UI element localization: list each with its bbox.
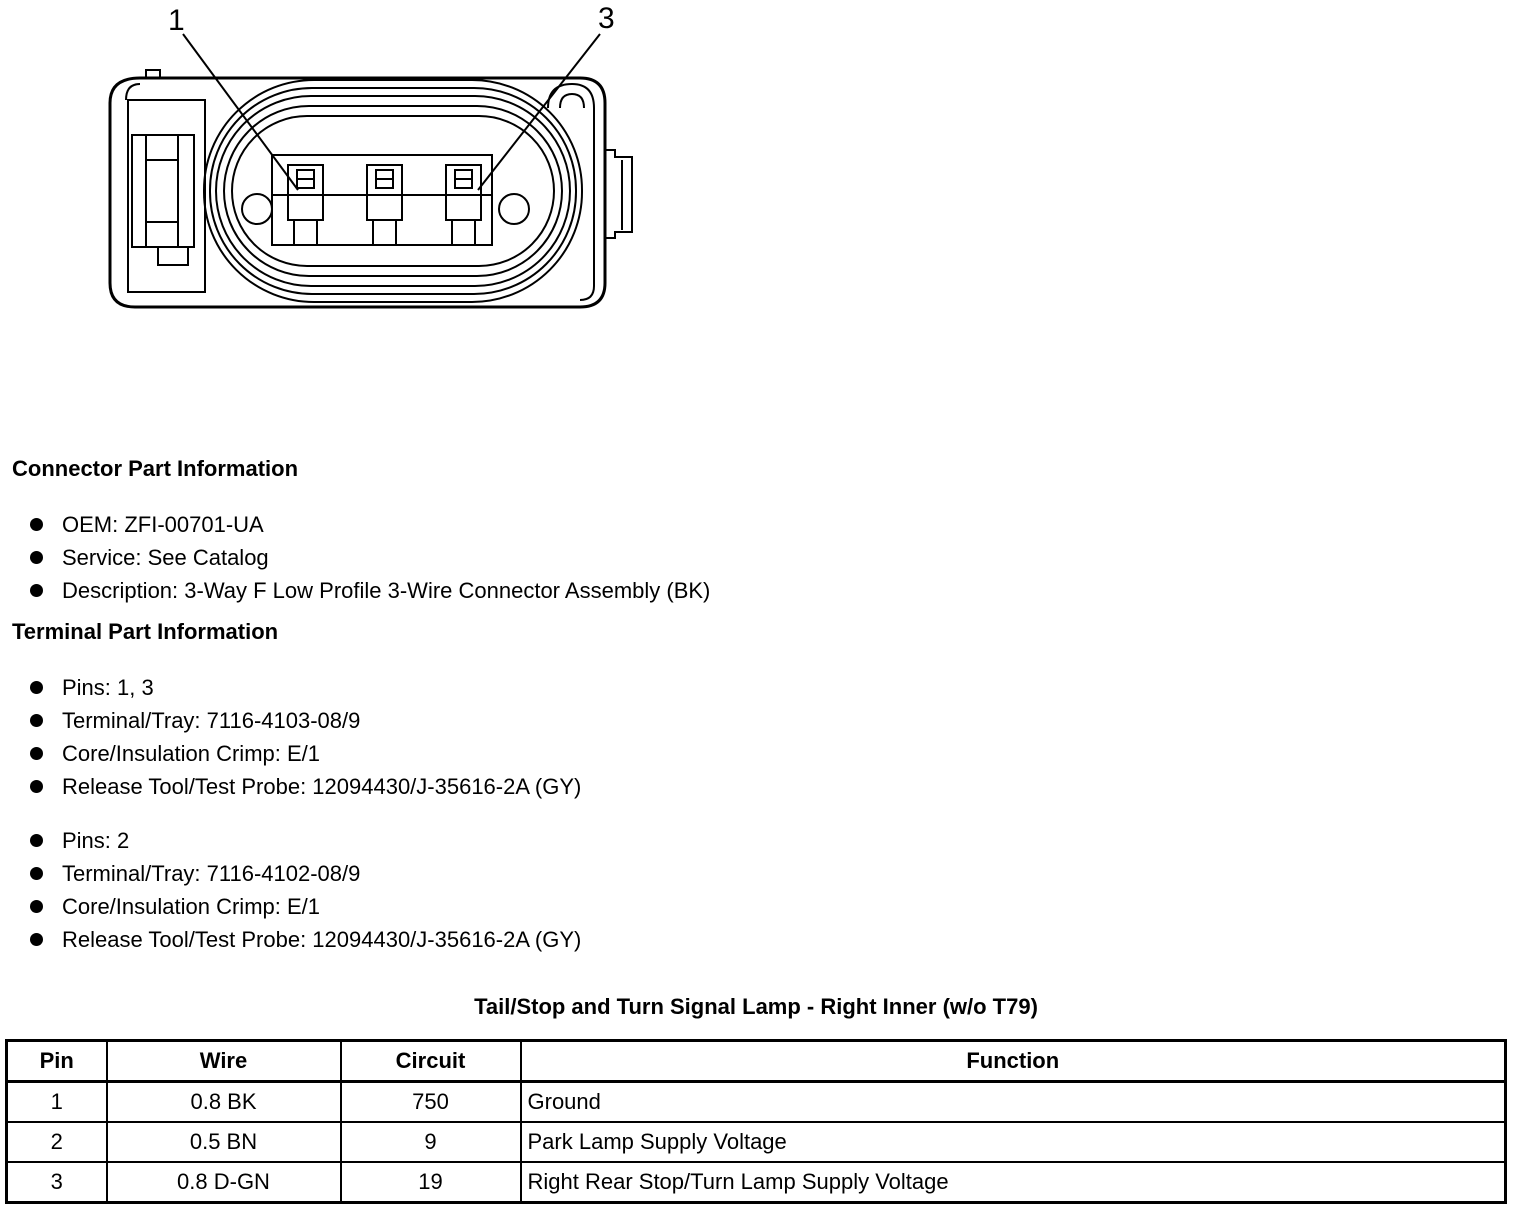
terminal-group-1-list — [28, 671, 581, 803]
list-item: Release Tool/Test Probe: 12094430/J-35616-2A (GY) — [28, 923, 581, 956]
connector-housing — [110, 78, 605, 307]
callout-label-1: 1 — [168, 4, 185, 37]
pinout-table — [5, 1039, 1507, 1204]
cell-wire: 0.8 D-GN — [107, 1162, 341, 1203]
column-header-circuit: Circuit — [341, 1041, 521, 1082]
cell-wire: 0.5 BN — [107, 1122, 341, 1162]
terminal-cavity-2 — [367, 165, 402, 245]
table-title: Tail/Stop and Turn Signal Lamp - Right Inner (w/o T79) — [474, 994, 1038, 1019]
list-item: Core/Insulation Crimp: E/1 — [28, 890, 581, 923]
leader-line-1 — [183, 34, 298, 190]
cell-function: Park Lamp Supply Voltage — [521, 1122, 1506, 1162]
table-row — [7, 1122, 1506, 1162]
list-item: OEM: ZFI-00701-UA — [28, 508, 710, 541]
column-header-function: Function — [521, 1041, 1506, 1082]
terminal-cavity-3 — [446, 165, 481, 245]
list-item: Service: See Catalog — [28, 541, 710, 574]
list-item: Terminal/Tray: 7116-4103-08/9 — [28, 704, 581, 737]
column-header-pin: Pin — [7, 1041, 107, 1082]
list-item: Description: 3-Way F Low Profile 3-Wire Connector Assembly (BK) — [28, 574, 710, 607]
table-row — [7, 1162, 1506, 1203]
right-hole — [499, 194, 529, 224]
list-item: Pins: 1, 3 — [28, 671, 581, 704]
cell-pin: 1 — [7, 1082, 107, 1123]
seal-ring-outer — [204, 80, 582, 302]
cell-circuit: 9 — [341, 1122, 521, 1162]
cell-pin: 3 — [7, 1162, 107, 1203]
terminal-info-heading: Terminal Part Information — [12, 619, 279, 644]
terminal-cavity-1 — [288, 165, 323, 245]
list-item: Terminal/Tray: 7116-4102-08/9 — [28, 857, 581, 890]
connector-face-diagram — [100, 0, 640, 320]
list-item: Release Tool/Test Probe: 12094430/J-35616-2A (GY) — [28, 770, 581, 803]
column-header-wire: Wire — [107, 1041, 341, 1082]
terminal-block — [272, 155, 492, 245]
connector-info-heading: Connector Part Information — [12, 456, 299, 481]
cell-pin: 2 — [7, 1122, 107, 1162]
side-key — [605, 150, 632, 238]
cell-circuit: 750 — [341, 1082, 521, 1123]
callout-label-3: 3 — [598, 2, 615, 35]
connector-info-list — [28, 508, 710, 607]
cell-circuit: 19 — [341, 1162, 521, 1203]
cell-wire: 0.8 BK — [107, 1082, 341, 1123]
table-header-row — [7, 1041, 1506, 1082]
list-item: Core/Insulation Crimp: E/1 — [28, 737, 581, 770]
left-hole — [242, 194, 272, 224]
list-item: Pins: 2 — [28, 824, 581, 857]
cell-function: Ground — [521, 1082, 1506, 1123]
terminal-group-2-list — [28, 824, 581, 956]
cell-function: Right Rear Stop/Turn Lamp Supply Voltage — [521, 1162, 1506, 1203]
table-row — [7, 1082, 1506, 1123]
